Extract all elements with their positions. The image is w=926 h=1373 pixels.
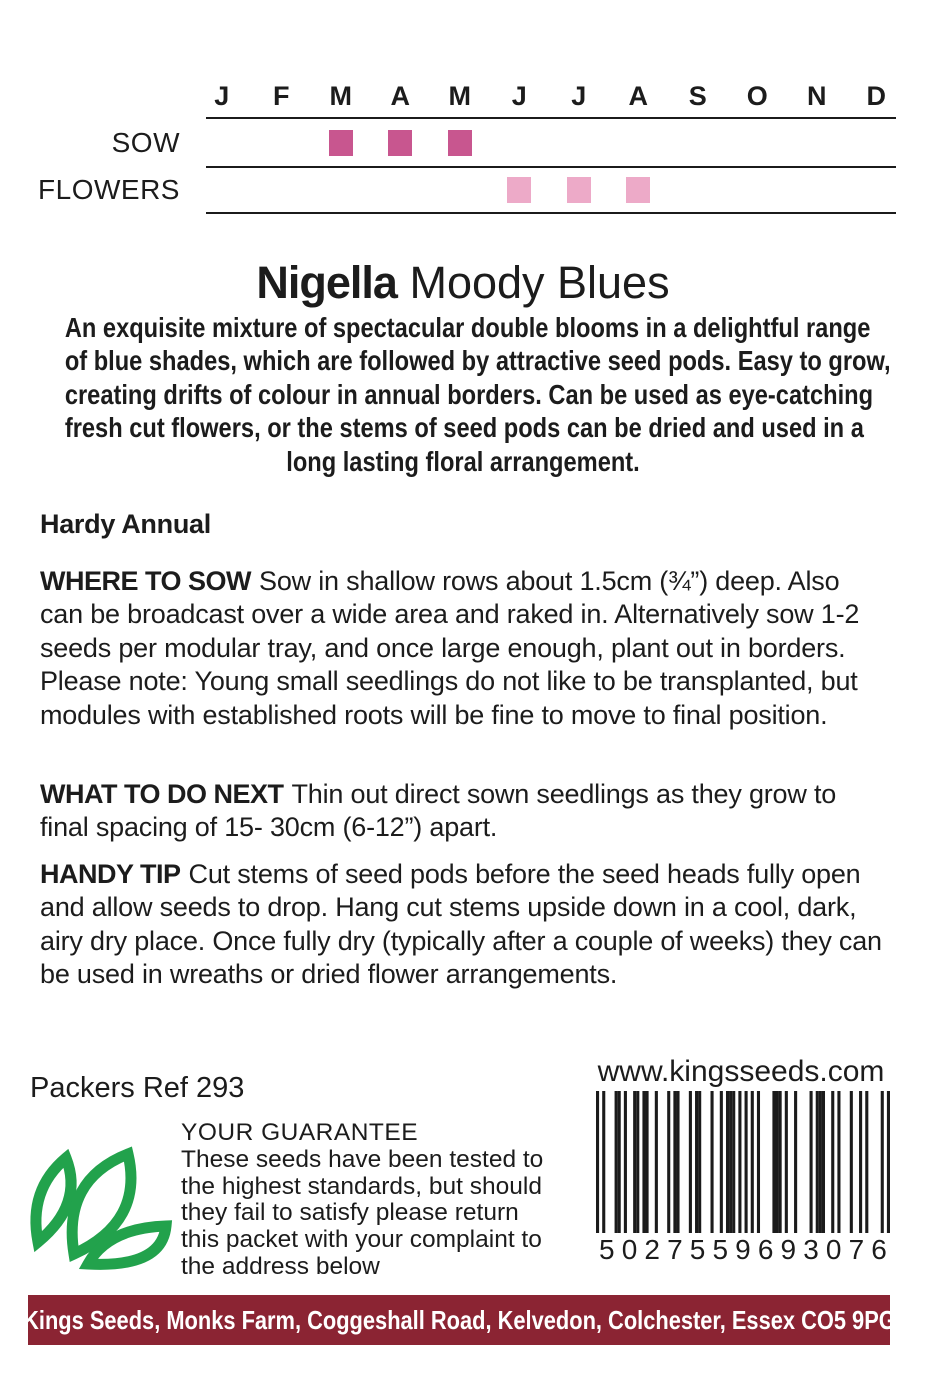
calendar-cell bbox=[371, 119, 431, 166]
barcode-digit: 6 bbox=[757, 1234, 774, 1265]
calendar-row-label-sow: SOW bbox=[111, 126, 180, 158]
handy-tip-paragraph bbox=[40, 858, 888, 992]
calendar-row-flowers bbox=[0, 167, 926, 212]
where-to-sow-label: WHERE TO SOW bbox=[40, 566, 252, 596]
calendar-cell bbox=[728, 167, 788, 212]
calendar-cell bbox=[609, 167, 669, 212]
sow-month-cells bbox=[192, 119, 906, 166]
barcode-digit: 5 bbox=[599, 1234, 615, 1265]
where-to-sow-text: Sow in shallow rows about 1.5cm (¾”) deep. Also can be broadcast over a wide area and raked in. Alternatively sow 1-2 seeds per modular tray, and once large enough, plant out in borders. Please note: Young small seedlings do not like to be transplanted, but modules with established roots will be fine to move to final position. bbox=[40, 566, 860, 730]
what-to-do-next-text: Thin out direct sown seedlings as they grow to final spacing of 15- 30cm (6-12”) apart. bbox=[40, 779, 837, 843]
calendar-cell bbox=[549, 167, 609, 212]
month-letter: J bbox=[571, 81, 587, 111]
calendar-cell bbox=[430, 119, 490, 166]
description-line: fresh cut flowers, or the stems of seed pods can be dried and used in a bbox=[64, 412, 864, 444]
barcode-digit: 0 bbox=[825, 1234, 842, 1265]
month-letter: D bbox=[866, 81, 886, 111]
hardiness-label: Hardy Annual bbox=[40, 509, 211, 539]
calendar-divider-bottom bbox=[206, 212, 896, 214]
sow-month-marker bbox=[388, 130, 412, 156]
barcode-digit: 3 bbox=[803, 1234, 819, 1265]
barcode-digit: 7 bbox=[667, 1234, 683, 1265]
month-letter: O bbox=[746, 81, 768, 111]
calendar-cell bbox=[490, 119, 550, 166]
barcode-digit: 7 bbox=[848, 1234, 865, 1265]
calendar-cell bbox=[252, 119, 312, 166]
barcode-digit: 5 bbox=[689, 1234, 706, 1265]
calendar-cell bbox=[192, 167, 252, 212]
month-letter: A bbox=[628, 81, 648, 111]
flowers-month-marker bbox=[626, 177, 650, 203]
guarantee-block bbox=[181, 1120, 543, 1281]
barcode-digit: 6 bbox=[871, 1234, 887, 1265]
calendar-cell bbox=[787, 167, 847, 212]
barcode-digit: 9 bbox=[735, 1234, 751, 1265]
handy-tip-label: HANDY TIP bbox=[40, 859, 181, 889]
calendar-cell bbox=[192, 119, 252, 166]
where-to-sow-paragraph bbox=[40, 565, 888, 732]
month-letter: S bbox=[688, 81, 707, 111]
leaf-bottom-icon bbox=[88, 1226, 166, 1264]
calendar-row-label-flowers: FLOWERS bbox=[38, 173, 180, 205]
address-text: Kings Seeds, Monks Farm, Coggeshall Road, Kelvedon, Colchester, Essex CO5 9PG bbox=[22, 1304, 896, 1335]
calendar-cell bbox=[371, 167, 431, 212]
barcode-digit: 0 bbox=[621, 1234, 638, 1265]
barcode-digit: 9 bbox=[780, 1234, 797, 1265]
guarantee-line: this packet with your complaint to bbox=[181, 1226, 542, 1254]
flowers-month-marker bbox=[507, 177, 531, 203]
calendar-cell bbox=[668, 119, 728, 166]
guarantee-line: the address below bbox=[181, 1252, 380, 1280]
month-letter: J bbox=[214, 81, 230, 111]
calendar-cell bbox=[490, 167, 550, 212]
flowers-month-marker bbox=[567, 177, 591, 203]
sow-month-marker bbox=[448, 130, 472, 156]
month-letter: J bbox=[511, 81, 527, 111]
description-line: creating drifts of colour in annual borders. Can be used as eye-catching bbox=[64, 378, 874, 410]
calendar-cell bbox=[311, 167, 371, 212]
month-letter: M bbox=[448, 81, 471, 111]
calendar-cell bbox=[430, 167, 490, 212]
what-to-do-next-label: WHAT TO DO NEXT bbox=[40, 779, 284, 809]
guarantee-line: These seeds have been tested to bbox=[181, 1145, 544, 1173]
month-letter: F bbox=[273, 81, 290, 111]
guarantee-line: the highest standards, but should bbox=[181, 1172, 542, 1200]
calendar-cell bbox=[728, 119, 788, 166]
calendar-cell bbox=[668, 167, 728, 212]
calendar-cell bbox=[847, 167, 907, 212]
month-letter: N bbox=[807, 81, 827, 111]
barcode-digit: 2 bbox=[644, 1234, 660, 1265]
variety-description bbox=[0, 311, 926, 478]
month-letter: A bbox=[390, 81, 410, 111]
month-letter: M bbox=[329, 81, 352, 111]
guarantee-line: they fail to satisfy please return bbox=[181, 1199, 519, 1227]
flowers-month-cells bbox=[192, 167, 906, 212]
calendar-cell bbox=[787, 119, 847, 166]
description-line: of blue shades, which are followed by attractive seed pods. Easy to grow, bbox=[64, 345, 891, 377]
calendar-cell bbox=[311, 119, 371, 166]
barcode-digits bbox=[599, 1234, 887, 1266]
calendar-cell bbox=[252, 167, 312, 212]
packers-ref: Packers Ref 293 bbox=[30, 1072, 245, 1104]
website-url: www.kingsseeds.com bbox=[597, 1055, 885, 1088]
barcode bbox=[596, 1091, 890, 1266]
address-bar bbox=[22, 1295, 896, 1345]
what-to-do-next-paragraph bbox=[40, 778, 888, 845]
calendar-cell bbox=[609, 119, 669, 166]
guarantee-heading: YOUR GUARANTEE bbox=[181, 1119, 419, 1146]
variety-name: Moody Blues bbox=[409, 257, 670, 308]
barcode-digit: 5 bbox=[712, 1234, 729, 1265]
calendar-cell bbox=[549, 119, 609, 166]
sow-month-marker bbox=[329, 130, 353, 156]
kings-seeds-leaf-logo bbox=[30, 1150, 172, 1276]
leaf-left-icon bbox=[36, 1158, 71, 1242]
calendar-cell bbox=[847, 119, 907, 166]
calendar-month-headers bbox=[192, 80, 906, 112]
barcode-bars bbox=[596, 1091, 890, 1233]
genus-name: Nigella bbox=[256, 257, 397, 308]
handy-tip-text: Cut stems of seed pods before the seed heads fully open and allow seeds to drop. Hang cut stems upside down in a cool, dark, airy dry place. Once fully dry (typically after a couple of weeks) they can be used in wreaths or dried flower arrangements. bbox=[40, 859, 882, 990]
description-line: An exquisite mixture of spectacular double blooms in a delightful range bbox=[64, 312, 871, 343]
calendar-row-sow bbox=[0, 119, 926, 166]
description-line: long lasting floral arrangement. bbox=[286, 445, 640, 477]
page-title bbox=[0, 259, 926, 307]
